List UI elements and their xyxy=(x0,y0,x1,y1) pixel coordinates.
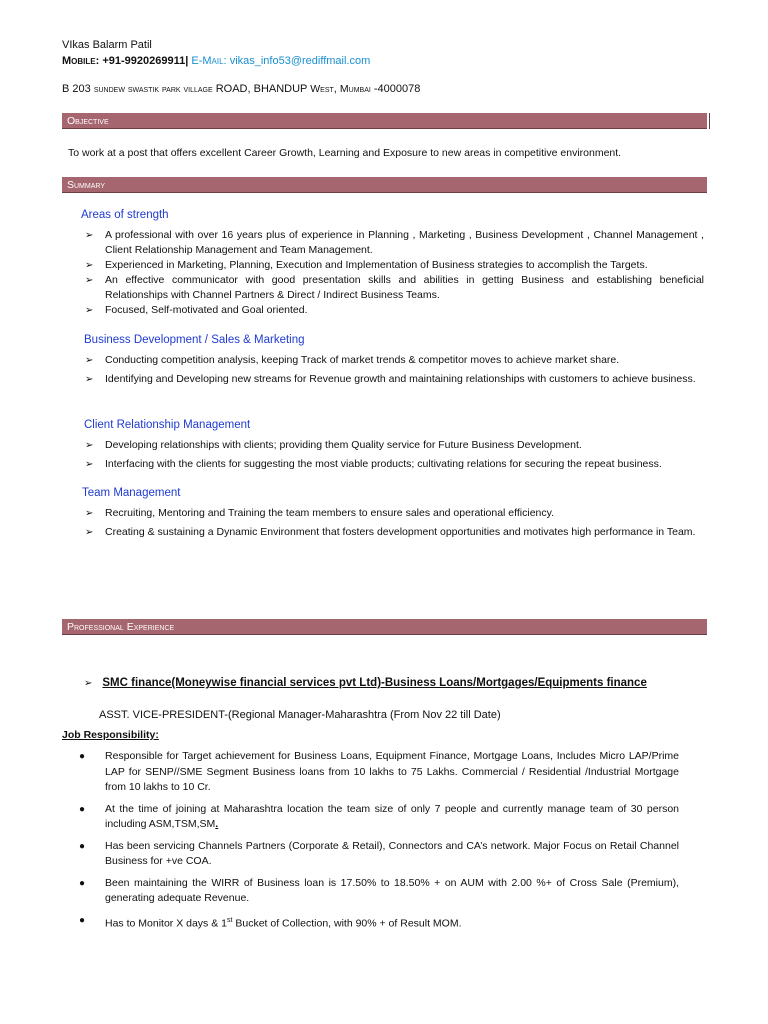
summary-heading-bar xyxy=(62,177,707,193)
address-part: Mumbai xyxy=(339,83,371,95)
list-item-text: Has been servicing Channels Partners (Corporate & Retail), Connectors and CA’s network. Major Focus on Retail Channel Business for +ve COA. xyxy=(105,839,679,867)
objective-text: To work at a post that offers excellent Career Growth, Learning and Exposure to new areas in competitive environment. xyxy=(68,147,622,159)
mobile-number: +91-9920269911 xyxy=(102,55,186,67)
list-item-text: Experienced in Marketing, Planning, Execution and Implementation of Business strategies to accomplish the Targets. xyxy=(105,259,648,271)
email-label: E-Mail: xyxy=(191,55,227,67)
list-item xyxy=(83,353,704,368)
address-part: , xyxy=(333,83,340,95)
bullet-dot-icon: ● xyxy=(79,877,86,889)
crm-list xyxy=(83,438,704,472)
responsibility-list xyxy=(79,749,679,938)
team-list xyxy=(83,506,704,540)
list-item xyxy=(79,876,679,907)
bd-list xyxy=(83,353,704,387)
list-item-text: Identifying and Developing new streams for Revenue growth and maintaining relationships with customers to achieve business. xyxy=(105,373,696,385)
address-part: -4000078 xyxy=(370,83,421,95)
arrow-bullet-icon: ➢ xyxy=(85,260,94,271)
job-responsibility-heading: Job Responsibility: xyxy=(62,729,159,741)
list-item xyxy=(79,839,679,870)
list-item xyxy=(83,372,704,387)
address-line xyxy=(62,83,420,95)
arrow-bullet-icon: ➢ xyxy=(85,305,94,316)
list-item-text: At the time of joining at Maharashtra location the team size of only 7 people and currently manage team of 30 person including ASM,TSM,SM xyxy=(105,802,679,830)
experience-heading-bar xyxy=(62,619,707,635)
bullet-dot-icon: ● xyxy=(79,803,86,815)
areas-of-strength-heading: Areas of strength xyxy=(81,209,169,221)
arrow-bullet-icon: ➢ xyxy=(85,459,94,470)
list-item-text: A professional with over 16 years plus of experience in Planning , Marketing , Business Development , Channel Management , Client Relationship Management and Team Management. xyxy=(105,229,704,256)
list-item xyxy=(79,749,679,796)
list-item xyxy=(83,273,704,303)
contact-separator: | xyxy=(185,55,189,67)
email-block xyxy=(191,55,370,67)
team-management-heading: Team Management xyxy=(82,487,181,499)
list-item xyxy=(79,913,679,932)
bullet-dot-icon: ● xyxy=(79,914,86,926)
bullet-dot-icon: ● xyxy=(79,751,86,762)
arrow-bullet-icon: ➢ xyxy=(85,440,94,451)
list-item-text: Conducting competition analysis, keeping Track of market trends & competitor moves to achieve market share. xyxy=(105,354,620,366)
arrow-bullet-icon: ➢ xyxy=(85,275,94,286)
candidate-name: VIkas Balarm Patil xyxy=(62,39,152,51)
address-part: West xyxy=(310,83,334,95)
list-item: ● At the time of joining at Maharashtra location the team size of only 7 people and currently manage team of 30 person including ASM,TSM,SM. xyxy=(79,802,679,830)
list-item xyxy=(83,258,704,273)
company-line xyxy=(84,677,647,689)
list-item xyxy=(83,525,704,540)
arrow-bullet-icon: ➢ xyxy=(85,355,94,366)
business-development-heading: Business Development / Sales & Marketing xyxy=(84,334,305,346)
arrow-bullet-icon: ➢ xyxy=(85,527,94,538)
list-item-text: Responsible for Target achievement for Business Loans, Equipment Finance, Mortgage Loans, Includes Micro LAP/Prime LAP for SENP//SME Segment Business loans from 10 lakhs to 75 Lakhs. Commercial / Residential /Industrial Mortgage from 10 lakhs to 10 Cr. xyxy=(105,750,679,793)
list-item-text: Bucket of Collection, with 90% + of Result MOM. xyxy=(232,917,462,929)
bullet-dot-icon: ● xyxy=(79,840,86,852)
address-part: B 203 xyxy=(62,83,94,95)
address-part: sundew swastik park village xyxy=(93,83,213,95)
arrow-bullet-icon: ➢ xyxy=(85,508,94,519)
job-role: ASST. VICE-PRESIDENT-(Regional Manager-Maharashtra (From Nov 22 till Date) xyxy=(99,709,501,721)
experience-heading: Professional Experience xyxy=(67,621,175,633)
list-item-text: Focused, Self-motivated and Goal oriented. xyxy=(105,304,308,316)
list-item-text: Recruiting, Mentoring and Training the team members to ensure sales and operational efficiency. xyxy=(105,507,555,519)
list-item-text: Has to Monitor X days & 1 xyxy=(105,917,227,929)
list-item xyxy=(83,506,704,521)
summary-heading: Summary xyxy=(67,179,105,191)
objective-heading: Objective xyxy=(67,115,109,127)
list-item-text: Developing relationships with clients; providing them Quality service for Future Business Development. xyxy=(105,439,582,451)
list-item xyxy=(83,303,704,318)
address-part: ROAD, BHANDUP xyxy=(212,83,311,95)
arrow-bullet-icon: ➢ xyxy=(85,374,94,385)
superscript: st xyxy=(226,916,233,924)
list-item xyxy=(83,457,704,472)
email-address[interactable]: vikas_info53@rediffmail.com xyxy=(229,55,371,67)
list-item-text: Creating & sustaining a Dynamic Environment that fosters development opportunities and motivates high performance in Team. xyxy=(105,526,696,538)
arrow-bullet-icon: ➢ xyxy=(84,678,93,689)
objective-heading-bar xyxy=(62,113,707,129)
list-item xyxy=(83,228,704,258)
mobile-label: Mobile: xyxy=(62,55,100,67)
client-relationship-heading: Client Relationship Management xyxy=(84,419,251,431)
list-item-text: Interfacing with the clients for suggesting the most viable products; cultivating relations for securing the repeat business. xyxy=(105,458,662,470)
list-item-text: An effective communicator with good presentation skills and abilities in getting Business and establishing beneficial Relationships with Channel Partners & Direct / Indirect Business Teams. xyxy=(105,274,704,301)
list-item-text: Been maintaining the WIRR of Business loan is 17.50% to 18.50% + on AUM with 2.00 %+ of Cross Sale (Premium), generating adequate Revenue. xyxy=(105,876,679,904)
areas-list xyxy=(83,228,704,318)
company-title: SMC finance(Moneywise financial services pvt Ltd)-Business Loans/Mortgages/Equipments finance xyxy=(102,677,647,689)
list-item xyxy=(83,438,704,453)
contact-line xyxy=(62,55,370,67)
arrow-bullet-icon: ➢ xyxy=(85,230,94,241)
